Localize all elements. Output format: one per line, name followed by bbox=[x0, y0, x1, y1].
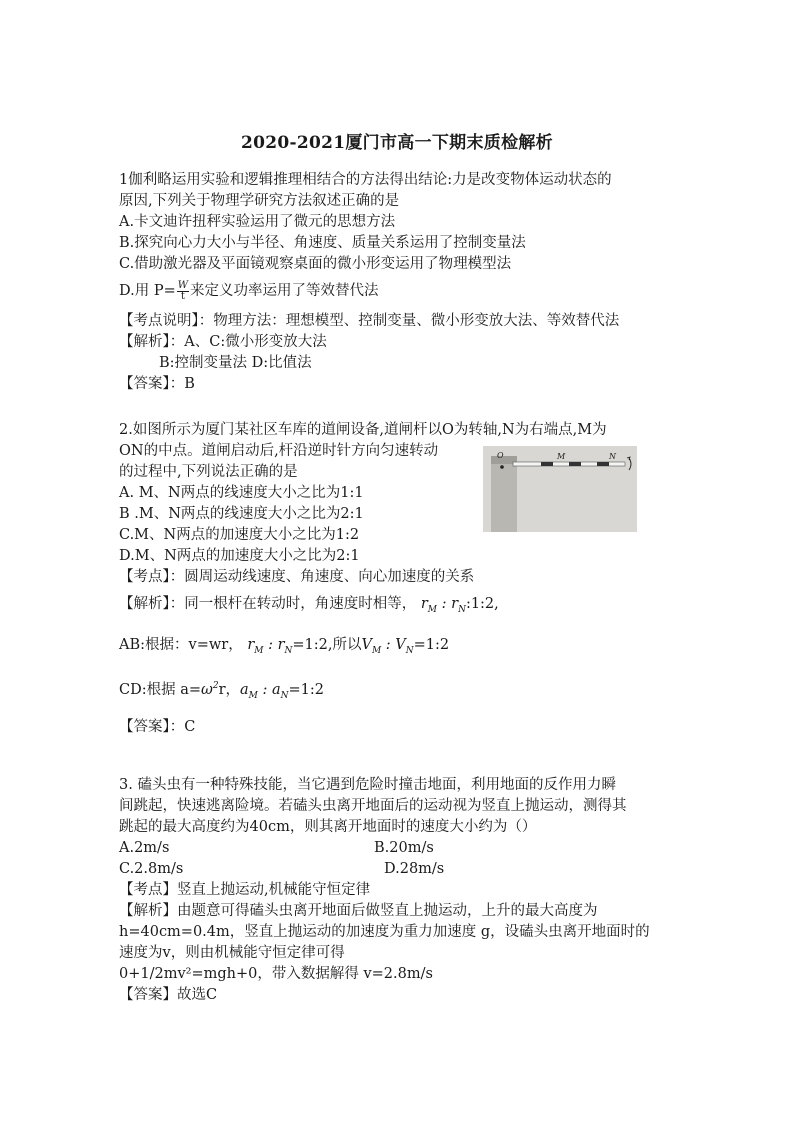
arm-stripe-2 bbox=[569, 462, 581, 466]
q3-jiexi-line-3: 速度为v，则由机械能守恒定律可得 bbox=[119, 945, 345, 961]
q2-option-d: D.M、N两点的加速度大小之比为2:1 bbox=[119, 548, 360, 564]
q2-stem-line-1: 2.如图所示为厦门某社区车库的道闸设备,道闸杆以O为转轴,N为右端点,M为 bbox=[119, 422, 607, 438]
label-m: M bbox=[557, 452, 566, 461]
label-n: N bbox=[609, 452, 616, 461]
question-1 bbox=[119, 170, 619, 395]
q2-cd-end: =1:2 bbox=[288, 681, 325, 698]
pivot-point-o bbox=[500, 465, 504, 469]
power-fraction bbox=[177, 281, 189, 302]
q1-kaodian: 【考点说明】：物理方法：理想模型、控制变量、微小形变放大法、等效替代法 bbox=[119, 313, 620, 329]
q3-equation: 0+1/2mv²=mgh+0，带入数据解得 v=2.8m/s bbox=[119, 966, 433, 982]
omega-squared-formula: $\omega^2$ bbox=[201, 681, 219, 698]
q2-cd-accel-formula: $a_M$ : $a_N$ bbox=[240, 681, 289, 701]
q1-stem-line-2: 原因,下列关于物理学研究方法叙述正确的是 bbox=[119, 193, 400, 209]
q2-jiexi-text: 【解析】：同一根杆在转动时，角速度时相等， bbox=[119, 596, 417, 612]
q2-ab-line bbox=[119, 635, 607, 656]
q1-jiexi-line-1: 【解析】：A、C:微小形变放大法 bbox=[119, 334, 327, 350]
q3-options-row-2 bbox=[119, 859, 679, 880]
document-title: 2020-2021厦门市高一下期末质检解析 bbox=[241, 133, 553, 153]
q1-stem-line-1: 1伽利略运用实验和逻辑推理相结合的方法得出结论:力是改变物体运动状态的 bbox=[119, 172, 612, 188]
gate-post bbox=[491, 460, 517, 532]
q2-ab-end: =1:2 bbox=[413, 637, 450, 653]
q1-option-d-suffix: 来定义功率运用了等效替代法 bbox=[190, 283, 379, 299]
q2-ab-prefix: AB:根据：v=wr， bbox=[119, 637, 243, 653]
arm-stripe-1 bbox=[541, 462, 553, 466]
power-fraction-numerator: W bbox=[177, 279, 189, 291]
radius-ratio-value: :1:2, bbox=[465, 596, 499, 612]
q1-answer: 【答案】：B bbox=[119, 376, 195, 392]
q3-stem-line-1: 3. 磕头虫有一种特殊技能，当它遇到危险时撞击地面，利用地面的反作用力瞬 bbox=[119, 777, 616, 793]
q1-option-d bbox=[119, 277, 619, 305]
arm-stripe-3 bbox=[597, 462, 609, 466]
q2-cd-line bbox=[119, 676, 607, 701]
q2-option-b: B .M、N两点的线速度大小之比为2:1 bbox=[119, 506, 364, 522]
q1-jiexi-line-2: B:控制变量法 D:比值法 bbox=[159, 355, 312, 371]
q3-answer: 【答案】故选C bbox=[119, 987, 218, 1003]
q3-jiexi-line-2: h=40cm=0.4m，竖直上抛运动的加速度为重力加速度 g，设磕头虫离开地面时的 bbox=[119, 924, 650, 940]
label-o: O bbox=[497, 451, 504, 460]
q2-kaodian: 【考点】：圆周运动线速度、角速度、向心加速度的关系 bbox=[119, 569, 475, 585]
q1-option-b: B.探究向心力大小与半径、角速度、质量关系运用了控制变量法 bbox=[119, 235, 526, 251]
q2-cd-prefix: CD:根据 a= bbox=[119, 681, 202, 698]
q3-jiexi-line-1: 【解析】由题意可得磕头虫离开地面后做竖直上抛运动，上升的最大高度为 bbox=[119, 903, 598, 919]
q1-option-d-prefix: D.用 P= bbox=[119, 283, 176, 299]
q2-option-c: C.M、N两点的加速度大小之比为1:2 bbox=[119, 527, 360, 543]
q3-option-d: D.28m/s bbox=[384, 861, 445, 877]
q2-ab-radius-formula: $r_M$ : $r_N$ bbox=[247, 637, 293, 656]
barrier-gate-drawing bbox=[483, 446, 637, 532]
q3-option-a: A.2m/s bbox=[119, 840, 170, 856]
q2-option-a: A. M、N两点的线速度大小之比为1:1 bbox=[119, 485, 364, 501]
q3-stem-line-3: 跳起的最大高度约为40cm，则其离开地面时的速度大小约为（） bbox=[119, 819, 537, 835]
q3-kaodian: 【考点】竖直上抛运动,机械能守恒定律 bbox=[119, 882, 371, 898]
q3-option-b: B.20m/s bbox=[374, 840, 434, 856]
q2-ab-middle: =1:2,所以 bbox=[292, 637, 362, 653]
q2-ab-velocity-formula: $V_M$ : $V_N$ bbox=[361, 637, 414, 656]
q3-option-c: C.2.8m/s bbox=[119, 861, 184, 877]
q2-cd-middle: r， bbox=[218, 681, 241, 698]
power-fraction-denominator: t bbox=[180, 290, 185, 302]
q3-stem-line-2: 间跳起，快速逃离险境。若磕头虫离开地面后的运动视为竖直上抛运动，测得其 bbox=[119, 798, 627, 814]
q1-option-a: A.卡文迪许扭秤实验运用了微元的思想方法 bbox=[119, 214, 396, 230]
q2-jiexi bbox=[119, 594, 607, 615]
q2-answer: 【答案】：C bbox=[119, 719, 196, 735]
q2-stem-line-2: ON的中点。道闸启动后,杆沿逆时针方向匀速转动 bbox=[119, 443, 439, 459]
q1-option-c: C.借助激光器及平面镜观察桌面的微小形变运用了物理模型法 bbox=[119, 256, 512, 272]
radius-ratio-formula: $r_M$ : $r_N$ bbox=[420, 596, 466, 615]
question-3 bbox=[119, 775, 679, 1006]
q3-options-row-1 bbox=[119, 838, 679, 859]
barrier-gate-figure bbox=[483, 446, 637, 532]
q2-stem-line-3: 的过程中,下列说法正确的是 bbox=[119, 464, 298, 480]
